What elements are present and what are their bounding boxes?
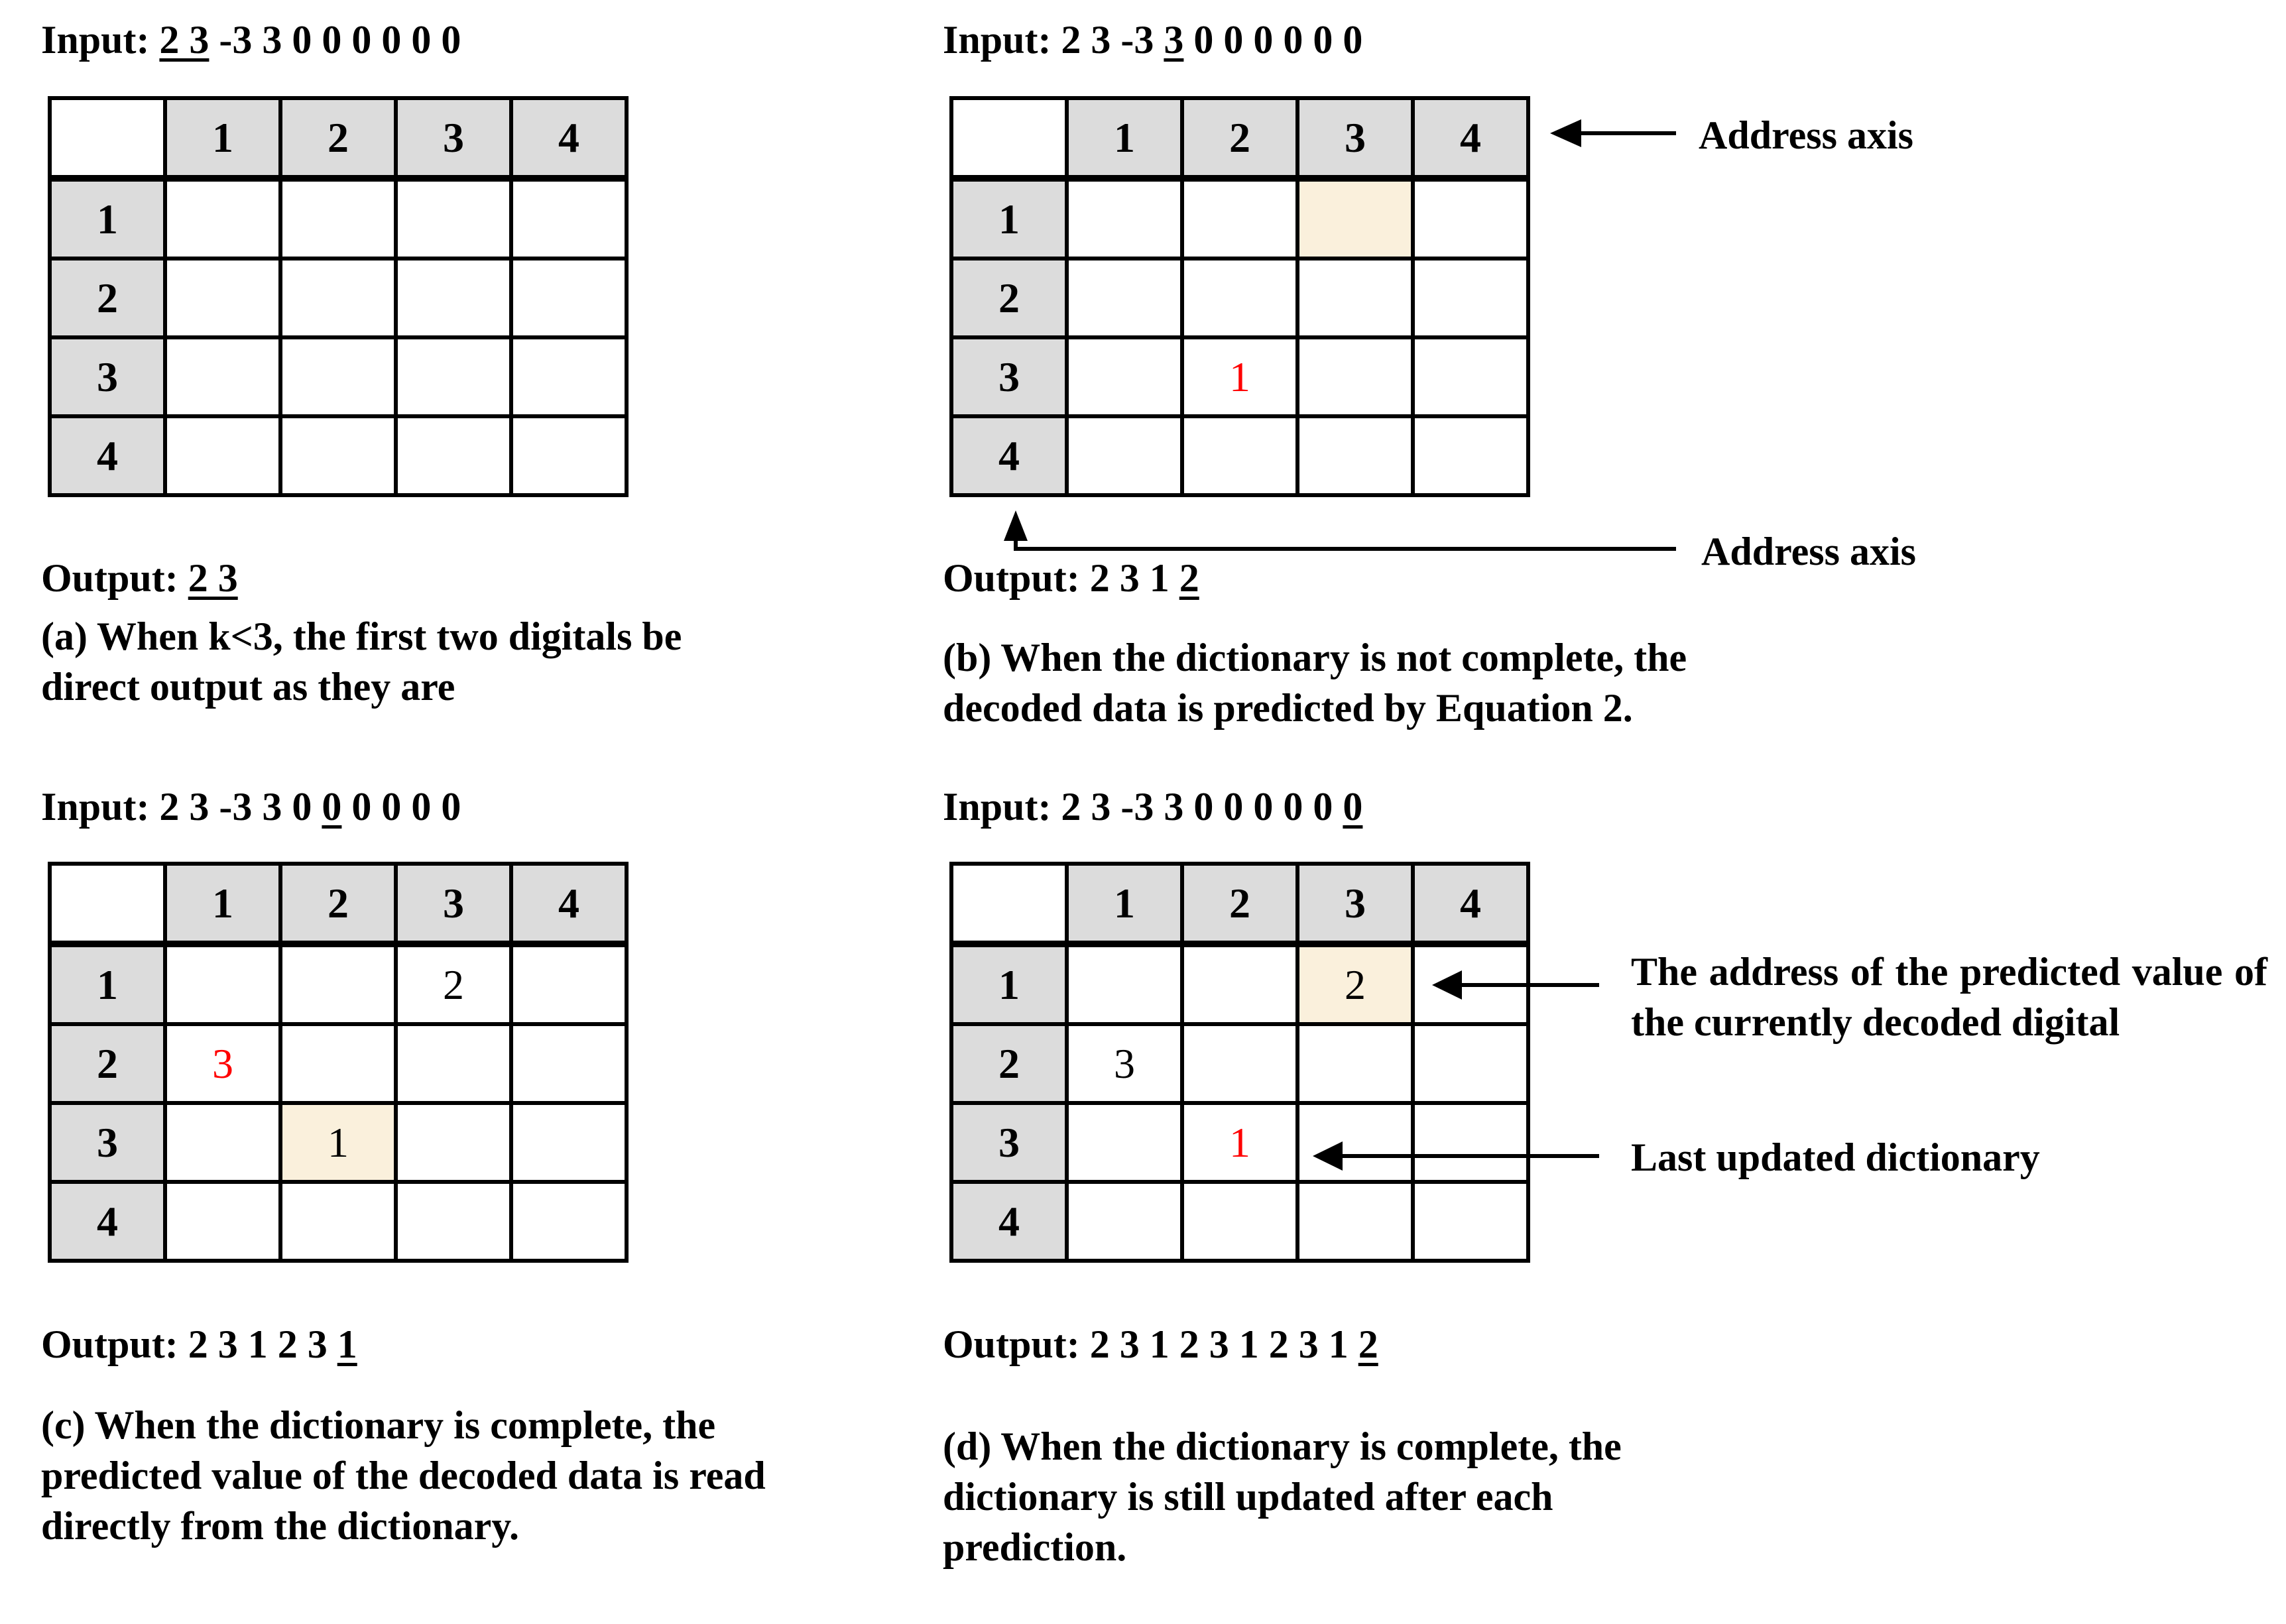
caption-b: (b) When the dictionary is not complete, the decoded data is predicted by Equation 2.	[943, 636, 1687, 730]
cell	[1067, 1182, 1182, 1261]
input-line-d	[943, 787, 1362, 827]
row-header: 3	[50, 337, 165, 416]
caption-c: (c) When the dictionary is complete, the predicted value of the decoded data is read directly from the dictionary.	[41, 1403, 766, 1548]
cell	[1182, 1182, 1297, 1261]
col-header: 2	[1182, 98, 1297, 178]
input-line-c	[41, 787, 461, 827]
cell	[1182, 944, 1297, 1024]
cell	[1413, 1024, 1528, 1103]
row-header: 1	[50, 944, 165, 1024]
input-highlight: 0	[1343, 785, 1363, 829]
col-header: 4	[1413, 864, 1528, 944]
output-label: Output:	[943, 556, 1080, 600]
updated-cell: 3	[165, 1024, 280, 1103]
row-header: 2	[951, 1024, 1067, 1103]
arrow-icon	[1550, 119, 1676, 147]
row-header: 2	[951, 259, 1067, 337]
output-highlight: 2	[1179, 556, 1199, 600]
col-header: 2	[280, 864, 396, 944]
address-axis-label-top: Address axis	[1699, 113, 1913, 157]
input-rest: 0 0 0 0 0 0	[1193, 18, 1363, 62]
row-header: 1	[951, 178, 1067, 259]
cell	[1297, 1024, 1413, 1103]
cell	[511, 1182, 627, 1261]
output-highlight: 1	[337, 1322, 357, 1366]
corner-cell	[50, 864, 165, 944]
col-header: 4	[511, 98, 627, 178]
input-rest: -3 3 0 0 0 0 0 0	[219, 18, 461, 62]
caption-d: (d) When the dictionary is complete, the dictionary is still updated after each prediction.	[943, 1424, 1622, 1569]
dictionary-table-d	[949, 862, 1530, 1263]
cell	[165, 1103, 280, 1182]
updated-cell: 1	[1182, 1103, 1297, 1182]
highlighted-cell: 1	[280, 1103, 396, 1182]
output-pre: 2 3 1 2 3 1 2 3 1	[1089, 1322, 1349, 1366]
row-header: 3	[50, 1103, 165, 1182]
output-line-d	[943, 1324, 1378, 1364]
cell	[1297, 1103, 1413, 1182]
cell	[280, 1024, 396, 1103]
cell	[1413, 1182, 1528, 1261]
output-line-c	[41, 1324, 357, 1364]
row-header: 2	[50, 259, 165, 337]
cell	[511, 1024, 627, 1103]
col-header: 1	[1067, 864, 1182, 944]
row-header: 1	[50, 178, 165, 259]
highlighted-cell: 2	[1297, 944, 1413, 1024]
cell	[1413, 944, 1528, 1024]
output-line-b	[943, 558, 1199, 598]
input-highlight: 3	[1164, 18, 1184, 62]
row-header: 4	[951, 416, 1067, 495]
updated-cell: 1	[1182, 337, 1297, 416]
input-label: Input:	[41, 18, 150, 62]
input-pre: 2 3 -3 3 0 0 0 0 0	[1061, 785, 1333, 829]
row-header: 1	[951, 944, 1067, 1024]
col-header: 4	[1413, 98, 1528, 178]
last-updated-label: Last updated dictionary	[1631, 1135, 2040, 1179]
col-header: 3	[396, 864, 511, 944]
cell	[1067, 1103, 1182, 1182]
address-axis-label-bottom: Address axis	[1701, 530, 1916, 573]
input-rest: 0 0 0 0	[351, 785, 461, 829]
row-header: 4	[951, 1182, 1067, 1261]
output-highlight: 2 3	[188, 556, 238, 600]
cell	[165, 944, 280, 1024]
input-label: Input:	[943, 785, 1052, 829]
cell: 2	[396, 944, 511, 1024]
cell	[511, 1103, 627, 1182]
input-highlight: 2 3	[159, 18, 210, 62]
row-header: 3	[951, 1103, 1067, 1182]
caption-a: (a) When k<3, the first two digitals be direct output as they are	[41, 614, 682, 709]
cell	[280, 1182, 396, 1261]
dictionary-table-c	[48, 862, 629, 1263]
output-label: Output:	[41, 556, 178, 600]
cell	[1413, 1103, 1528, 1182]
output-pre: 2 3 1 2 3	[188, 1322, 328, 1366]
row-header: 2	[50, 1024, 165, 1103]
row-header: 4	[50, 1182, 165, 1261]
col-header: 3	[1297, 864, 1413, 944]
input-highlight: 0	[322, 785, 342, 829]
predicted-address-label: The address of the predicted value of the currently decoded digital	[1631, 950, 2267, 1044]
col-header: 1	[165, 864, 280, 944]
row-header: 3	[951, 337, 1067, 416]
col-header: 2	[1182, 864, 1297, 944]
corner-cell	[951, 864, 1067, 944]
input-pre: 2 3 -3 3 0	[159, 785, 312, 829]
cell	[396, 1182, 511, 1261]
input-label: Input:	[943, 18, 1052, 62]
cell	[396, 1024, 511, 1103]
cell	[165, 1182, 280, 1261]
cell	[1297, 1182, 1413, 1261]
col-header: 1	[165, 98, 280, 178]
output-highlight: 2	[1358, 1322, 1378, 1366]
input-pre: 2 3 -3	[1061, 18, 1154, 62]
col-header: 2	[280, 98, 396, 178]
output-label: Output:	[41, 1322, 178, 1366]
arrow-icon	[1004, 510, 1676, 549]
cell	[396, 1103, 511, 1182]
input-label: Input:	[41, 785, 150, 829]
col-header: 4	[511, 864, 627, 944]
cell: 3	[1067, 1024, 1182, 1103]
cell	[1067, 944, 1182, 1024]
row-header: 4	[50, 416, 165, 495]
cell	[511, 944, 627, 1024]
col-header: 3	[1297, 98, 1413, 178]
col-header: 3	[396, 98, 511, 178]
cell	[280, 944, 396, 1024]
col-header: 1	[1067, 98, 1182, 178]
output-pre: 2 3 1	[1089, 556, 1170, 600]
output-label: Output:	[943, 1322, 1080, 1366]
cell	[1182, 1024, 1297, 1103]
